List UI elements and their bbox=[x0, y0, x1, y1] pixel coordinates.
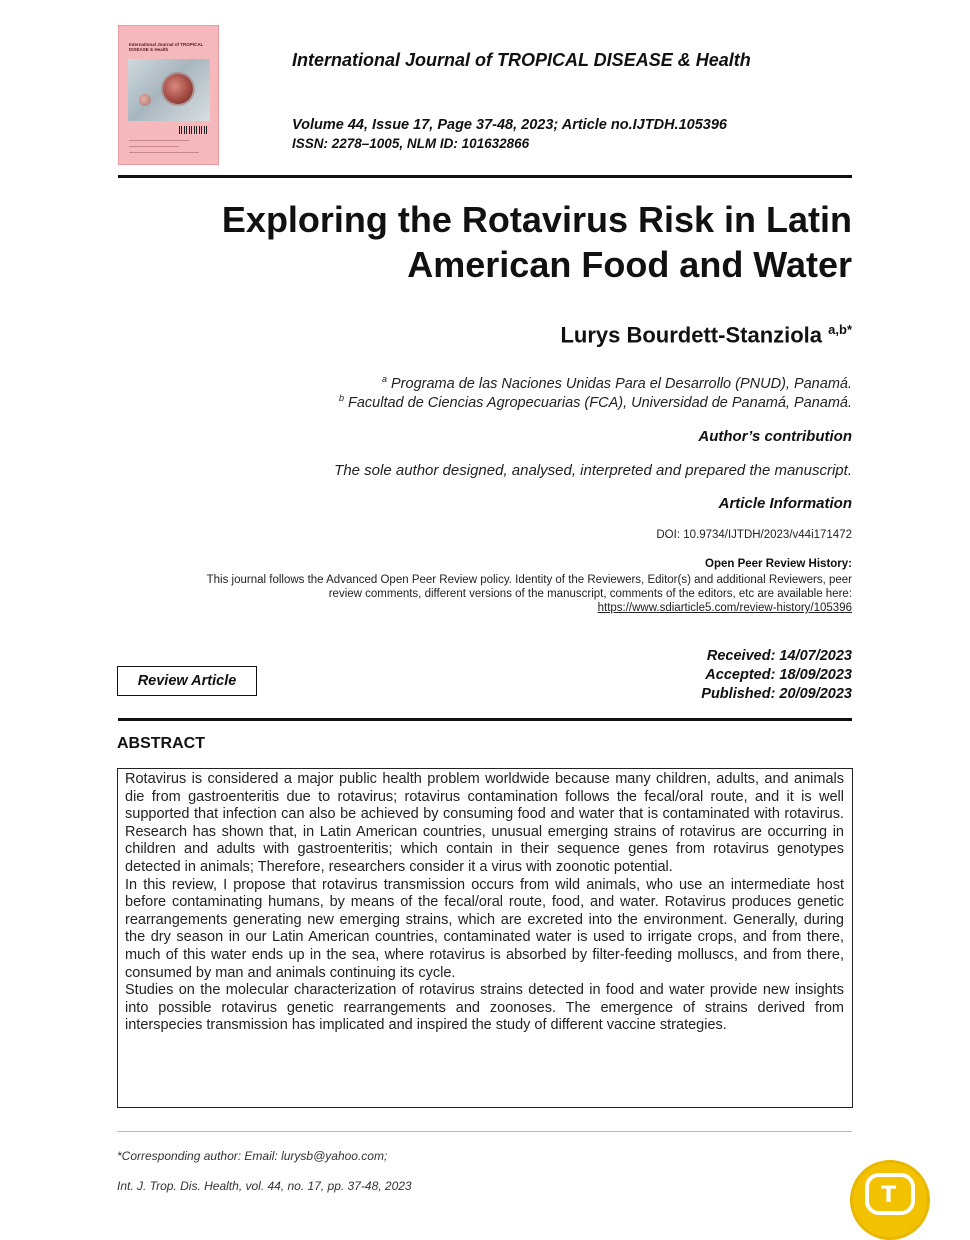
virus-illustration bbox=[163, 74, 193, 104]
paper-title bbox=[150, 197, 852, 287]
abstract-divider bbox=[118, 718, 852, 721]
author-text: Lurys Bourdett-Stanziola bbox=[560, 322, 823, 348]
peer-review-line-1: This journal follows the Advanced Open Peer Review policy. Identity of the Reviewers, Editor(s) and additional Reviewers, peer bbox=[206, 574, 852, 586]
header-divider bbox=[118, 175, 852, 178]
journal-cover-image bbox=[118, 25, 219, 165]
author-name bbox=[300, 322, 852, 348]
citation-line: Int. J. Trop. Dis. Health, vol. 44, no. 17, pp. 37-48, 2023 bbox=[117, 1179, 412, 1193]
published-date: Published: 20/09/2023 bbox=[701, 686, 852, 702]
abstract-paragraph: In this review, I propose that rotavirus transmission occurs from wild animals, who use an intermediate host before contaminating humans, by means of the fecal/oral route, food, and water. Rotavirus produces genetic rearrangements generating new emerging strains, which are excreted into the environment. Generally, during the dry season in our Latin American countries, contaminated water is used to irrigate crops, and from there, much of this water ends up in the sea, where rotavirus is absorbed by filter-feeding molluscs, and from there, consumed by man and animals continuing its cycle. bbox=[125, 876, 844, 981]
cover-text-line bbox=[129, 146, 179, 147]
abstract-box bbox=[117, 768, 853, 1108]
contribution-text: The sole author designed, analysed, interpreted and prepared the manuscript. bbox=[334, 462, 852, 479]
peer-review-heading: Open Peer Review History: bbox=[705, 558, 852, 570]
affiliation-b bbox=[200, 393, 852, 411]
volume-info: Volume 44, Issue 17, Page 37-48, 2023; Article no.IJTDH.105396 bbox=[292, 117, 727, 133]
abstract-paragraph: Rotavirus is considered a major public health problem worldwide because many children, adults, and animals die from gastroenteritis due to rotavirus; rotavirus contamination follows the fecal/oral route, and it is well supported that infection can also be achieved by consuming food and water that is contaminated with rotavirus. Research has shown that, in Latin American countries, unusual emerging strains of rotavirus are occurring in children and adults with gastroenteritis; which contain in their sequence genes from rotavirus genotypes detected in animals; Therefore, researchers consider it a virus with zoonotic potential. bbox=[125, 771, 844, 875]
affiliation-mark: a bbox=[381, 374, 387, 384]
issn-info: ISSN: 2278–1005, NLM ID: 101632866 bbox=[292, 136, 530, 151]
journal-name: International Journal of TROPICAL DISEASE & Health bbox=[292, 50, 751, 70]
article-info-heading: Article Information bbox=[718, 495, 852, 512]
accepted-date: Accepted: 18/09/2023 bbox=[705, 667, 852, 683]
author-marks: a,b* bbox=[828, 322, 852, 337]
article-type-badge: Review Article bbox=[117, 666, 257, 696]
affiliation-text: Programa de las Naciones Unidas Para el Desarrollo (PNUD), Panamá. bbox=[391, 375, 852, 392]
peer-review-line-2: review comments, different versions of the manuscript, comments of the editors, etc are available here: bbox=[328, 588, 852, 600]
peer-review-link[interactable]: https://www.sdiarticle5.com/review-history/105396 bbox=[597, 602, 852, 614]
abstract-heading: ABSTRACT bbox=[117, 735, 205, 752]
virus-illustration-small bbox=[139, 94, 151, 106]
affiliation-a bbox=[200, 374, 852, 392]
abstract-paragraph: Studies on the molecular characterization of rotavirus strains detected in food and water provide new insights into possible rotavirus genetic rearrangements and zoonoses. The emergence of strains derived from interspecies transmission has implicated and inspired the study of different vaccine strategies. bbox=[125, 982, 844, 1034]
cover-text-line bbox=[129, 140, 189, 141]
footer-divider bbox=[117, 1131, 852, 1132]
affiliation-text: Facultad de Ciencias Agropecuarias (FCA), Universidad de Panamá, Panamá. bbox=[348, 394, 852, 411]
title-line-1: Exploring the Rotavirus Risk in Latin bbox=[221, 199, 852, 240]
affiliation-mark: b bbox=[338, 393, 344, 403]
title-line-2: American Food and Water bbox=[407, 244, 852, 285]
cover-title: International Journal of TROPICAL DISEASE & Health bbox=[129, 42, 204, 52]
doi-text: DOI: 10.9734/IJTDH/2023/v44i171472 bbox=[656, 529, 852, 541]
corresponding-author: *Corresponding author: Email: lurysb@yahoo.com; bbox=[117, 1149, 388, 1163]
barcode bbox=[179, 126, 209, 134]
received-date: Received: 14/07/2023 bbox=[706, 648, 852, 664]
peer-review-text bbox=[118, 573, 852, 615]
cover-text-line bbox=[129, 152, 199, 153]
badge-glyph: T bbox=[881, 1183, 897, 1208]
translate-badge-icon[interactable] bbox=[850, 1160, 930, 1240]
contribution-heading: Author’s contribution bbox=[698, 428, 852, 445]
